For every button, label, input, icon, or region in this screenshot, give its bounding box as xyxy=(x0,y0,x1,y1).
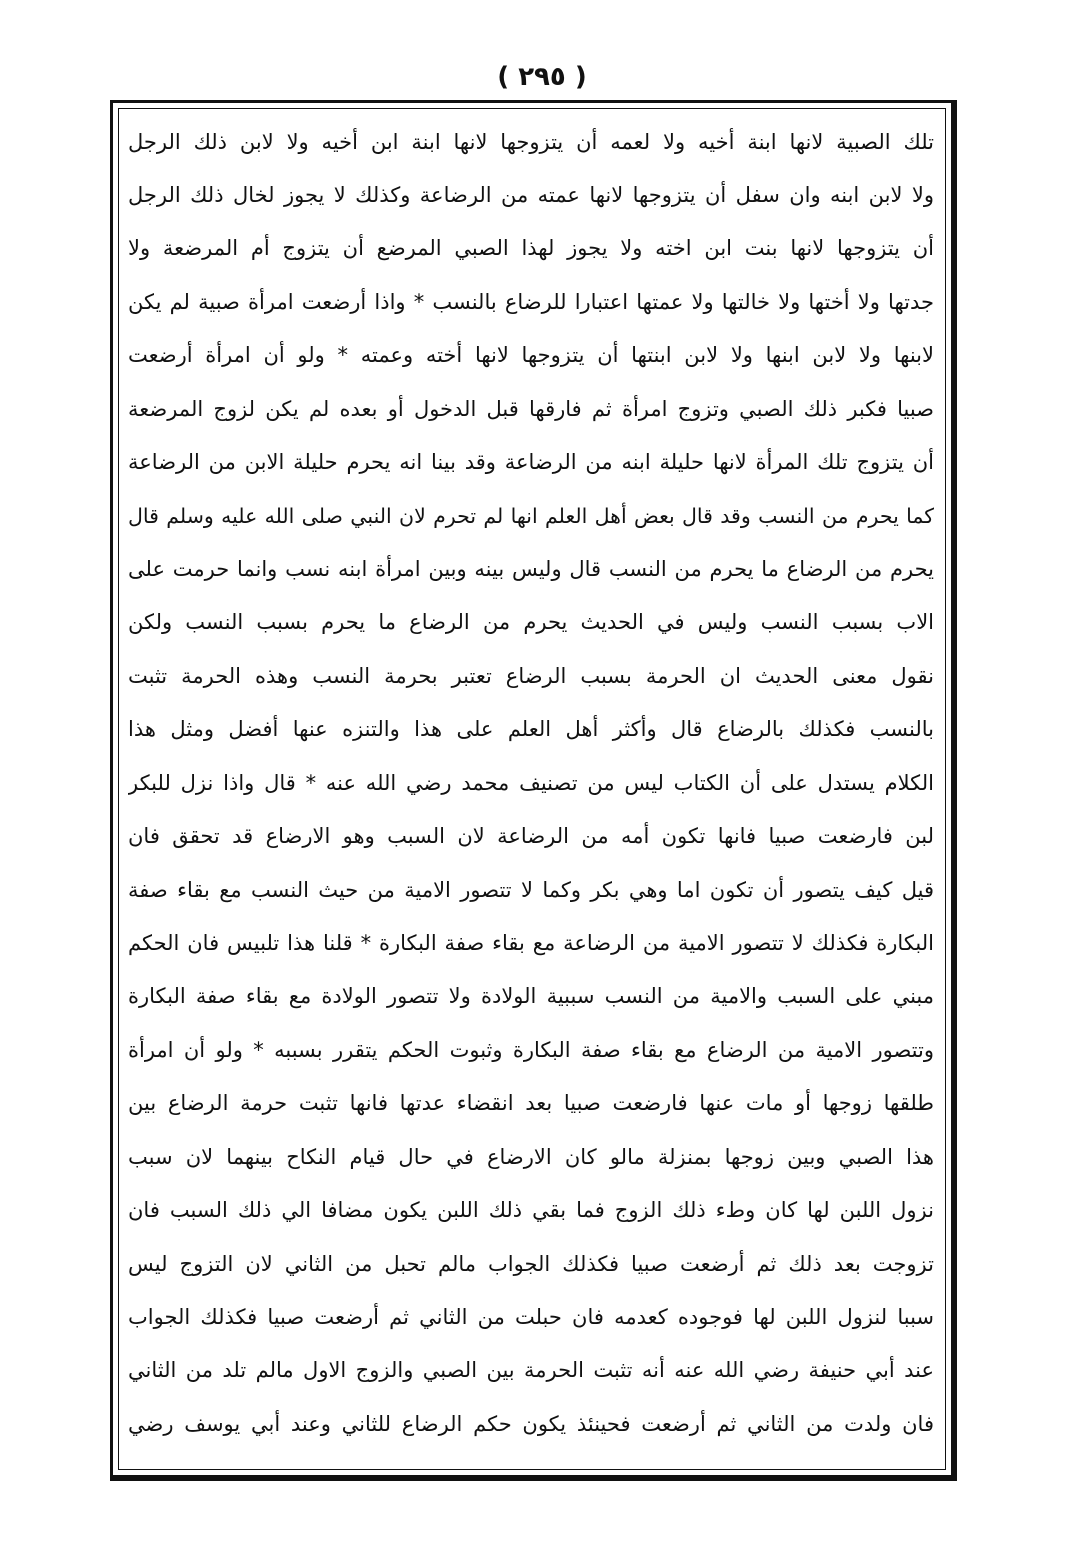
text-block xyxy=(128,118,934,1460)
text-line: جدتها ولا أختها ولا خالتها ولا عمتها اعتبارا للرضاع بالنسب * واذا أرضعت امرأة صبية لم يكن xyxy=(128,290,934,314)
text-line: الكلام يستدل على أن الكتاب ليس من تصنيف محمد رضي الله عنه * قال واذا نزل للبكر xyxy=(128,771,934,795)
page-number: ( ٢٩٥ ) xyxy=(497,62,587,92)
text-line: قيل كيف يتصور أن تكون اما وهي بكر وكما لا تتصور الامية من حيث النسب مع بقاء صفة xyxy=(128,878,934,902)
text-line: هذا الصبي وبين زوجها بمنزلة مالو كان الارضاع في حال قيام النكاح بينهما لان سبب xyxy=(128,1145,934,1169)
text-line: نقول معنى الحديث ان الحرمة بسبب الرضاع تعتبر بحرمة النسب وهذه الحرمة تثبت xyxy=(128,664,934,688)
text-line: أن يتزوجها لانها بنت ابن اخته ولا يجوز لهذا الصبي المرضع أن يتزوج أم المرضعة ولا xyxy=(128,236,934,260)
text-line: صبيا فكبر ذلك الصبي وتزوج امرأة ثم فارقها قبل الدخول أو بعده لم يكن لزوج المرضعة xyxy=(128,397,934,421)
text-line: كما يحرم من النسب وقد قال بعض أهل العلم انها لم تحرم لان النبي صلى الله عليه وسلم قال xyxy=(128,504,934,528)
text-line: سببا لنزول اللبن لها فوجوده كعدمه فان حبلت من الثاني ثم أرضعت صبيا فكذلك الجواب xyxy=(128,1305,934,1329)
text-line: الاب بسبب النسب وليس في الحديث يحرم من الرضاع ما يحرم بسبب النسب ولكن xyxy=(128,610,934,634)
text-line: فان ولدت من الثاني ثم أرضعت فحينئذ يكون حكم الرضاع للثاني وعند أبي يوسف رضي xyxy=(128,1412,934,1436)
text-line: لابنها ولا لابن ابنها ولا لابن ابنتها أن يتزوجها لانها أخته وعمته * ولو أن امرأة أرضعت xyxy=(128,343,934,367)
text-line: تزوجت بعد ذلك ثم أرضعت صبيا فكذلك الجواب مالم تحبل من الثاني لان التزوج ليس xyxy=(128,1252,934,1276)
text-line: أن يتزوج تلك المرأة لانها حليلة ابنه من الرضاعة وقد بينا انه يحرم حليلة الابن من الرضاعة xyxy=(128,450,934,474)
text-line: طلقها زوجها أو مات عنها فارضعت صبيا بعد انقضاء عدتها فانها تثبت حرمة الرضاع بين xyxy=(128,1091,934,1115)
text-line: مبني على السبب والامية من النسب سببية الولادة ولا تتصور الولادة مع بقاء صفة البكارة xyxy=(128,984,934,1008)
text-line: وتتصور الامية من الرضاع مع بقاء صفة البكارة وثبوت الحكم يتقرر بسببه * ولو أن امرأة xyxy=(128,1038,934,1062)
text-line: لبن فارضعت صبيا فانها تكون أمه من الرضاعة لان السبب وهو الارضاع قد تحقق فان xyxy=(128,824,934,848)
text-line: عند أبي حنيفة رضي الله عنه أنه تثبت الحرمة بين الصبي والزوج الاول مالم تلد من الثاني xyxy=(128,1358,934,1382)
text-line: يحرم من الرضاع ما يحرم من النسب قال وليس بينه وبين امرأة ابنه نسب وانما حرمت على xyxy=(128,557,934,581)
text-line: تلك الصبية لانها ابنة أخيه ولا لعمه أن يتزوجها لانها ابنة ابن أخيه ولا لابن ذلك الرجل xyxy=(128,130,934,154)
text-line: البكارة فكذلك لا تتصور الامية من الرضاعة مع بقاء صفة البكارة * قلنا هذا تلبيس فان الحكم xyxy=(128,931,934,955)
text-line: نزول اللبن لها كان وطء ذلك الزوج فما بقي ذلك اللبن يكون مضافا الي ذلك السبب فان xyxy=(128,1198,934,1222)
text-line: بالنسب فكذلك بالرضاع قال وأكثر أهل العلم على هذا والتنزه عنها أفضل ومثل هذا xyxy=(128,717,934,741)
text-line: ولا لابن ابنه وان سفل أن يتزوجها لانها عمته من الرضاعة وكذلك لا يجوز لخال ذلك الرجل xyxy=(128,183,934,207)
